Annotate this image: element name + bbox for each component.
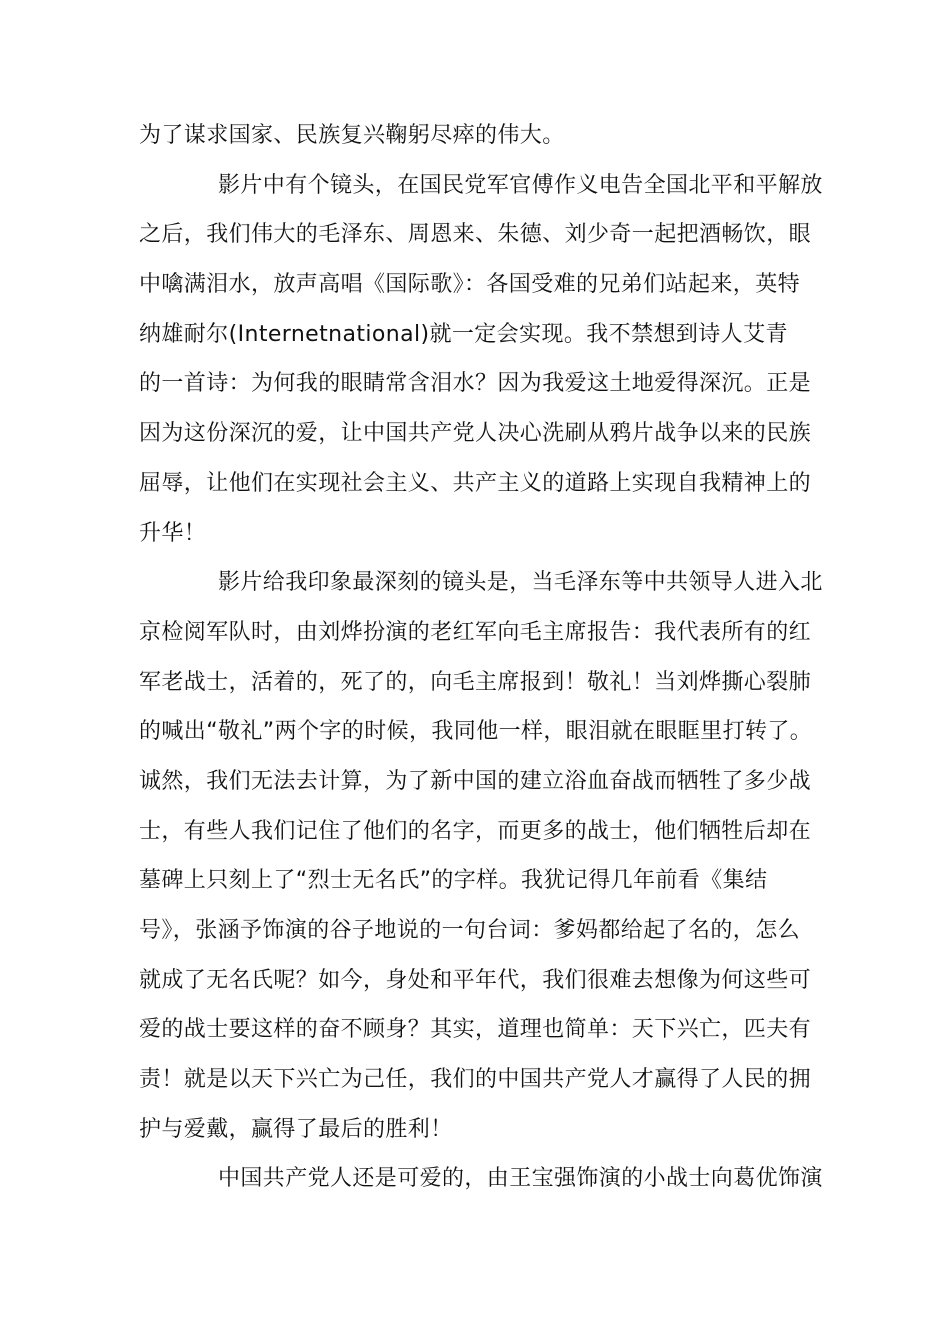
text-line: 护与爱戴，赢得了最后的胜利！ (139, 1116, 453, 1142)
text-line: 号》，张涵予饰演的谷子地说的一句台词：爹妈都给起了名的，怎么 (139, 918, 801, 943)
text-line: 就成了无名氏呢？如今，身处和平年代，我们很难去想像为何这些可 (139, 967, 812, 993)
text-line: 为了谋求国家、民族复兴鞠躬尽瘁的伟大。 (139, 123, 565, 148)
text-line: 升华！ (139, 520, 207, 546)
text-line: 因为这份深沉的爱，让中国共产党人决心洗刷从鸦片战争以来的民族 (139, 421, 812, 447)
text-line: 诚然，我们无法去计算，为了新中国的建立浴血奋战而牺牲了多少战 (139, 768, 812, 794)
text-line: 爱的战士要这样的奋不顾身？其实，道理也简单：天下兴亡，匹夫有 (139, 1017, 812, 1043)
text-line: 的喊出“敬礼”两个字的时候，我同他一样，眼泪就在眼眶里打转了。 (139, 719, 813, 745)
text-line: 责！就是以天下兴亡为己任，我们的中国共产党人才赢得了人民的拥 (139, 1067, 812, 1093)
text-line: 中国共产党人还是可爱的，由王宝强饰演的小战士向葛优饰演 (218, 1166, 823, 1192)
text-line: 影片给我印象最深刻的镜头是，当毛泽东等中共领导人进入北 (218, 570, 823, 596)
text-line: 墓碑上只刻上了“烈士无名氏”的字样。我犹记得几年前看《集结 (139, 868, 768, 894)
body-text (139, 111, 829, 1204)
text-line: 军老战士，活着的，死了的，向毛主席报到！敬礼！当刘烨撕心裂肺 (139, 669, 812, 695)
text-line: 影片中有个镜头，在国民党军官傅作义电告全国北平和平解放 (218, 172, 823, 198)
text-line: 的一首诗：为何我的眼睛常含泪水？因为我爱这土地爱得深沉。正是 (139, 371, 812, 397)
text-line: 屈辱，让他们在实现社会主义、共产主义的道路上实现自我精神上的 (139, 470, 812, 496)
text-line: 士，有些人我们记住了他们的名字，而更多的战士，他们牺牲后却在 (139, 818, 812, 844)
text-line: 之后，我们伟大的毛泽东、周恩来、朱德、刘少奇一起把酒畅饮，眼 (139, 222, 812, 248)
text-line: 纳雄耐尔(Internetnational)就一定会实现。我不禁想到诗人艾青 (139, 321, 788, 347)
text-line: 京检阅军队时，由刘烨扮演的老红军向毛主席报告：我代表所有的红 (139, 619, 812, 645)
text-line: 中噙满泪水，放声高唱《国际歌》：各国受难的兄弟们站起来，英特 (139, 272, 801, 298)
